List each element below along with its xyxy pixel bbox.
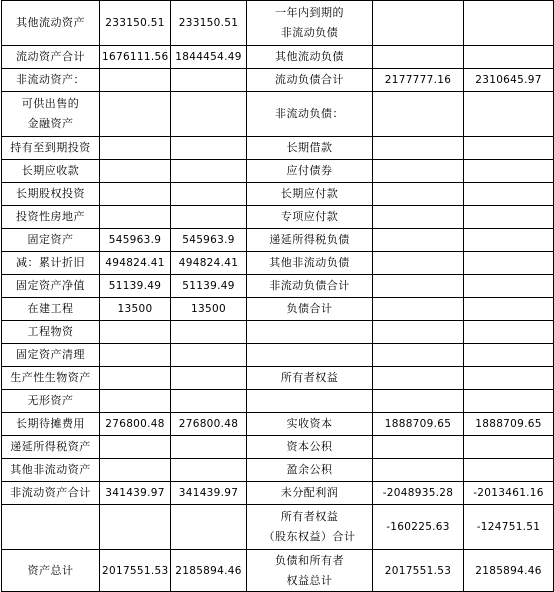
table-row xyxy=(2,505,554,550)
asset-begin-balance-cell xyxy=(171,206,247,229)
liability-end-balance-cell xyxy=(373,137,464,160)
asset-item-cell: 减：累计折旧 xyxy=(2,252,100,275)
asset-end-balance-cell xyxy=(100,206,171,229)
asset-item-cell: 非流动资产合计 xyxy=(2,482,100,505)
liability-item-cell: 非流动负债： xyxy=(247,92,373,137)
table-row xyxy=(2,298,554,321)
liability-end-balance-cell xyxy=(373,1,464,46)
liability-item-cell: 资本公积 xyxy=(247,436,373,459)
asset-end-balance-cell: 545963.9 xyxy=(100,229,171,252)
asset-end-balance-cell xyxy=(100,321,171,344)
table-row xyxy=(2,92,554,137)
liability-begin-balance-cell xyxy=(464,367,554,390)
liability-begin-balance-cell xyxy=(464,1,554,46)
balance-sheet-table xyxy=(1,0,554,592)
asset-begin-balance-cell xyxy=(171,137,247,160)
asset-end-balance-cell xyxy=(100,183,171,206)
liability-begin-balance-cell xyxy=(464,206,554,229)
asset-item-cell: 长期应收款 xyxy=(2,160,100,183)
asset-end-balance-cell xyxy=(100,390,171,413)
asset-end-balance-cell: 13500 xyxy=(100,298,171,321)
asset-begin-balance-cell xyxy=(171,183,247,206)
asset-end-balance-cell: 233150.51 xyxy=(100,1,171,46)
liability-item-cell: 长期借款 xyxy=(247,137,373,160)
asset-begin-balance-cell xyxy=(171,390,247,413)
liability-end-balance-cell xyxy=(373,92,464,137)
liability-end-balance-cell xyxy=(373,367,464,390)
asset-begin-balance-cell: 341439.97 xyxy=(171,482,247,505)
asset-end-balance-cell xyxy=(100,344,171,367)
liability-item-cell: 其他非流动负债 xyxy=(247,252,373,275)
liability-begin-balance-cell xyxy=(464,344,554,367)
asset-end-balance-cell: 276800.48 xyxy=(100,413,171,436)
asset-begin-balance-cell: 13500 xyxy=(171,298,247,321)
table-row xyxy=(2,321,554,344)
liability-begin-balance-cell xyxy=(464,46,554,69)
table-row xyxy=(2,69,554,92)
table-row xyxy=(2,459,554,482)
asset-item-cell: 资产总计 xyxy=(2,550,100,592)
asset-begin-balance-cell xyxy=(171,367,247,390)
liability-item-cell: 所有者权益 xyxy=(247,367,373,390)
liability-begin-balance-cell: 2310645.97 xyxy=(464,69,554,92)
table-row xyxy=(2,413,554,436)
liability-item-cell xyxy=(247,344,373,367)
asset-end-balance-cell: 51139.49 xyxy=(100,275,171,298)
asset-begin-balance-cell: 51139.49 xyxy=(171,275,247,298)
liability-end-balance-cell xyxy=(373,436,464,459)
asset-item-cell: 投资性房地产 xyxy=(2,206,100,229)
liability-item-cell: 一年内到期的 非流动负债 xyxy=(247,1,373,46)
liability-end-balance-cell xyxy=(373,46,464,69)
liability-begin-balance-cell xyxy=(464,160,554,183)
liability-end-balance-cell xyxy=(373,183,464,206)
liability-item-cell: 长期应付款 xyxy=(247,183,373,206)
table-row xyxy=(2,482,554,505)
liability-begin-balance-cell xyxy=(464,298,554,321)
asset-begin-balance-cell: 233150.51 xyxy=(171,1,247,46)
asset-begin-balance-cell: 494824.41 xyxy=(171,252,247,275)
table-row xyxy=(2,183,554,206)
table-row xyxy=(2,229,554,252)
asset-item-cell: 递延所得税资产 xyxy=(2,436,100,459)
asset-end-balance-cell xyxy=(100,367,171,390)
asset-item-cell: 长期待摊费用 xyxy=(2,413,100,436)
asset-item-cell xyxy=(2,505,100,550)
liability-item-cell: 流动负债合计 xyxy=(247,69,373,92)
liability-begin-balance-cell xyxy=(464,459,554,482)
liability-item-cell: 所有者权益 （股东权益）合计 xyxy=(247,505,373,550)
liability-end-balance-cell: 1888709.65 xyxy=(373,413,464,436)
asset-begin-balance-cell xyxy=(171,344,247,367)
liability-item-cell: 负债合计 xyxy=(247,298,373,321)
asset-begin-balance-cell: 1844454.49 xyxy=(171,46,247,69)
asset-begin-balance-cell xyxy=(171,436,247,459)
liability-item-cell: 未分配利润 xyxy=(247,482,373,505)
liability-begin-balance-cell xyxy=(464,92,554,137)
asset-item-cell: 长期股权投资 xyxy=(2,183,100,206)
asset-item-cell: 其他流动资产 xyxy=(2,1,100,46)
asset-end-balance-cell xyxy=(100,69,171,92)
table-row xyxy=(2,367,554,390)
table-row xyxy=(2,275,554,298)
table-row xyxy=(2,206,554,229)
liability-end-balance-cell xyxy=(373,252,464,275)
liability-begin-balance-cell: -124751.51 xyxy=(464,505,554,550)
asset-begin-balance-cell xyxy=(171,505,247,550)
liability-end-balance-cell: 2177777.16 xyxy=(373,69,464,92)
asset-item-cell: 固定资产净值 xyxy=(2,275,100,298)
liability-begin-balance-cell: -2013461.16 xyxy=(464,482,554,505)
liability-item-cell: 其他流动负债 xyxy=(247,46,373,69)
liability-begin-balance-cell xyxy=(464,137,554,160)
liability-item-cell: 应付债券 xyxy=(247,160,373,183)
liability-end-balance-cell: 2017551.53 xyxy=(373,550,464,592)
liability-begin-balance-cell xyxy=(464,390,554,413)
asset-end-balance-cell: 1676111.56 xyxy=(100,46,171,69)
asset-begin-balance-cell: 545963.9 xyxy=(171,229,247,252)
liability-end-balance-cell xyxy=(373,275,464,298)
liability-begin-balance-cell xyxy=(464,183,554,206)
asset-end-balance-cell: 2017551.53 xyxy=(100,550,171,592)
liability-item-cell: 非流动负债合计 xyxy=(247,275,373,298)
liability-end-balance-cell: -2048935.28 xyxy=(373,482,464,505)
asset-item-cell: 工程物资 xyxy=(2,321,100,344)
liability-end-balance-cell xyxy=(373,459,464,482)
table-row xyxy=(2,1,554,46)
asset-end-balance-cell xyxy=(100,505,171,550)
liability-item-cell: 盈余公积 xyxy=(247,459,373,482)
asset-begin-balance-cell xyxy=(171,160,247,183)
liability-begin-balance-cell xyxy=(464,321,554,344)
liability-end-balance-cell xyxy=(373,206,464,229)
liability-end-balance-cell: -160225.63 xyxy=(373,505,464,550)
asset-begin-balance-cell xyxy=(171,69,247,92)
asset-item-cell: 其他非流动资产 xyxy=(2,459,100,482)
liability-end-balance-cell xyxy=(373,344,464,367)
asset-item-cell: 固定资产清理 xyxy=(2,344,100,367)
liability-begin-balance-cell: 2185894.46 xyxy=(464,550,554,592)
table-row xyxy=(2,46,554,69)
asset-end-balance-cell xyxy=(100,459,171,482)
asset-item-cell: 无形资产 xyxy=(2,390,100,413)
liability-item-cell xyxy=(247,390,373,413)
liability-item-cell: 专项应付款 xyxy=(247,206,373,229)
asset-end-balance-cell xyxy=(100,160,171,183)
asset-end-balance-cell xyxy=(100,436,171,459)
liability-end-balance-cell xyxy=(373,160,464,183)
liability-begin-balance-cell xyxy=(464,252,554,275)
asset-item-cell: 在建工程 xyxy=(2,298,100,321)
liability-end-balance-cell xyxy=(373,321,464,344)
asset-end-balance-cell xyxy=(100,92,171,137)
table-row xyxy=(2,344,554,367)
asset-begin-balance-cell: 276800.48 xyxy=(171,413,247,436)
asset-item-cell: 可供出售的 金融资产 xyxy=(2,92,100,137)
table-row xyxy=(2,436,554,459)
asset-item-cell: 持有至到期投资 xyxy=(2,137,100,160)
asset-begin-balance-cell xyxy=(171,321,247,344)
liability-item-cell: 实收资本 xyxy=(247,413,373,436)
asset-item-cell: 固定资产 xyxy=(2,229,100,252)
table-row xyxy=(2,390,554,413)
liability-end-balance-cell xyxy=(373,298,464,321)
liability-begin-balance-cell: 1888709.65 xyxy=(464,413,554,436)
liability-item-cell: 负债和所有者 权益总计 xyxy=(247,550,373,592)
asset-item-cell: 流动资产合计 xyxy=(2,46,100,69)
asset-begin-balance-cell: 2185894.46 xyxy=(171,550,247,592)
liability-end-balance-cell xyxy=(373,229,464,252)
table-row xyxy=(2,252,554,275)
liability-end-balance-cell xyxy=(373,390,464,413)
asset-end-balance-cell: 341439.97 xyxy=(100,482,171,505)
asset-begin-balance-cell xyxy=(171,92,247,137)
asset-end-balance-cell xyxy=(100,137,171,160)
table-row xyxy=(2,160,554,183)
table-row xyxy=(2,137,554,160)
asset-end-balance-cell: 494824.41 xyxy=(100,252,171,275)
liability-begin-balance-cell xyxy=(464,229,554,252)
asset-begin-balance-cell xyxy=(171,459,247,482)
asset-item-cell: 生产性生物资产 xyxy=(2,367,100,390)
liability-item-cell xyxy=(247,321,373,344)
liability-begin-balance-cell xyxy=(464,275,554,298)
table-row xyxy=(2,550,554,592)
liability-item-cell: 递延所得税负债 xyxy=(247,229,373,252)
balance-sheet-body xyxy=(2,1,554,592)
liability-begin-balance-cell xyxy=(464,436,554,459)
asset-item-cell: 非流动资产： xyxy=(2,69,100,92)
